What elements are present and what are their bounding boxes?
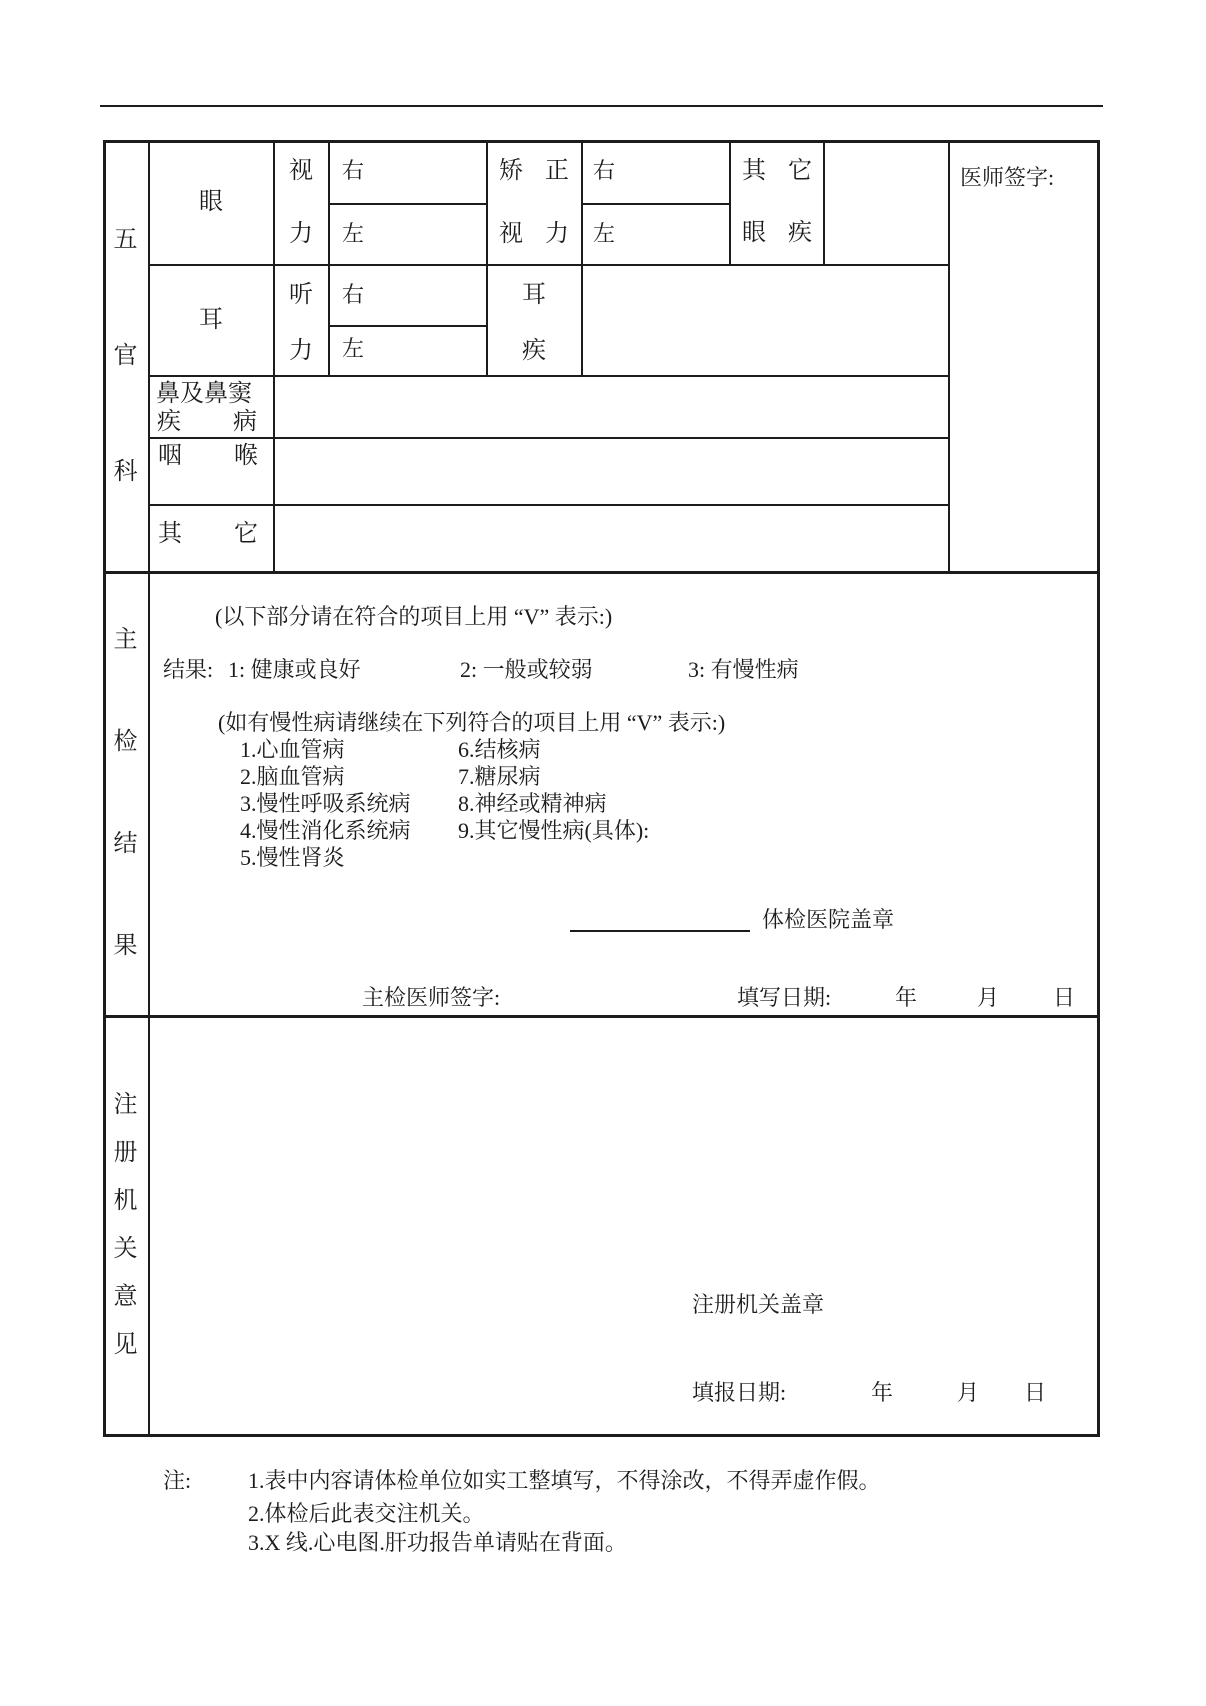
- other-field: [277, 507, 946, 570]
- nose-label-line1: 鼻及鼻窦: [156, 381, 252, 407]
- chronic-item: 7.糖尿病: [458, 764, 541, 789]
- chronic-item: 1.心血管病: [240, 737, 345, 762]
- five-sense-section-label: [103, 140, 148, 571]
- chief-doctor-signature-label: 主检医师签字:: [362, 985, 501, 1010]
- hearing-right-label: 右: [342, 282, 365, 307]
- corrected-left-field: [620, 206, 725, 262]
- other-eye-disease-label-line1: 其 它: [742, 158, 812, 184]
- section-label-char: 注: [113, 1091, 138, 1118]
- section-label-char: 意: [113, 1283, 138, 1310]
- divider: [148, 375, 948, 377]
- section-label-char: 册: [113, 1139, 138, 1166]
- hospital-seal-label: 体检医院盖章: [762, 907, 895, 932]
- fill-date-day-label: 日: [1053, 985, 1076, 1010]
- corrected-vision-label-line1: 矫 正: [499, 158, 569, 184]
- section-divider: [103, 571, 1100, 574]
- divider: [148, 504, 948, 506]
- note-item: 1.表中内容请体检单位如实工整填写，不得涂改，不得弄虚作假。: [248, 1468, 881, 1493]
- ear-disease-label-top: 耳: [522, 282, 546, 308]
- divider: [948, 140, 950, 574]
- hospital-seal-blank-line: [570, 930, 750, 932]
- table-border-bottom: [103, 1434, 1100, 1437]
- registration-seal-label: 注册机关盖章: [692, 1292, 825, 1317]
- throat-row-label: 咽 喉: [158, 443, 258, 469]
- result-option-2: 2: 一般或较弱: [460, 657, 593, 682]
- eye-row-label: 眼: [199, 189, 223, 215]
- section-label-char: 关: [113, 1235, 138, 1262]
- vision-label-bottom: 力: [289, 221, 313, 247]
- hearing-label-bottom: 力: [289, 338, 313, 364]
- vision-left-field: [370, 206, 485, 262]
- divider: [328, 140, 330, 376]
- divider: [823, 140, 825, 265]
- chronic-item: 8.神经或精神病: [458, 791, 607, 816]
- ear-disease-label-bottom: 疾: [522, 338, 546, 364]
- divider: [148, 264, 948, 266]
- nose-label-line2: 疾 病: [157, 409, 257, 435]
- result-option-3: 3: 有慢性病: [688, 657, 799, 682]
- section-label-char: 五: [113, 226, 138, 253]
- chronic-item: 9.其它慢性病(具体):: [458, 818, 650, 843]
- other-eye-disease-label-line2: 眼 疾: [742, 220, 812, 246]
- fill-date-year-label: 年: [895, 985, 918, 1010]
- section-label-char: 果: [113, 933, 138, 959]
- divider: [273, 140, 275, 574]
- divider: [148, 140, 150, 1434]
- divider: [328, 203, 488, 205]
- divider: [581, 203, 731, 205]
- other-eye-disease-field: [827, 143, 946, 262]
- result-option-1: 1: 健康或良好: [228, 657, 361, 682]
- fill-date-month-label: 月: [977, 985, 1000, 1010]
- report-date-year-label: 年: [871, 1380, 894, 1405]
- vision-label-top: 视: [289, 158, 313, 184]
- report-date-month-label: 月: [957, 1380, 980, 1405]
- section-label-char: 主: [113, 627, 138, 653]
- note-item: 2.体检后此表交注机关。: [248, 1501, 485, 1526]
- chronic-item: 5.慢性肾炎: [240, 845, 345, 870]
- vision-right-field: [370, 143, 485, 201]
- chronic-item: 3.慢性呼吸系统病: [240, 791, 411, 816]
- section-label-char: 结: [113, 831, 138, 857]
- exam-result-section-label: [103, 571, 148, 1015]
- vision-right-label: 右: [342, 158, 365, 183]
- ear-disease-field: [585, 268, 945, 373]
- divider: [148, 437, 948, 439]
- result-instruction-1: (以下部分请在符合的项目上用 “V” 表示:): [215, 604, 613, 629]
- result-prefix: 结果:: [163, 657, 214, 682]
- table-border-right: [1097, 140, 1100, 1437]
- divider: [328, 325, 488, 327]
- nose-disease-field: [277, 378, 946, 436]
- result-instruction-2: (如有慢性病请继续在下列符合的项目上用 “V” 表示:): [218, 710, 726, 735]
- doctor-signature-label: 医师签字:: [960, 165, 1055, 190]
- hearing-label-top: 听: [289, 282, 313, 308]
- notes-prefix: 注:: [163, 1468, 192, 1493]
- corrected-vision-label-line2: 视 力: [499, 221, 569, 247]
- doctor-signature-area: [952, 195, 1096, 569]
- report-date-label: 填报日期:: [692, 1380, 787, 1405]
- section-label-char: 检: [113, 729, 138, 755]
- corrected-right-label: 右: [593, 158, 616, 183]
- table-border-top: [103, 140, 1100, 143]
- note-item: 3.X 线.心电图.肝功报告单请贴在背面。: [248, 1530, 627, 1555]
- other-row-label: 其 它: [158, 521, 258, 547]
- registration-section-label: [103, 1015, 148, 1434]
- divider: [581, 140, 583, 376]
- corrected-right-field: [620, 143, 725, 201]
- throat-field: [277, 440, 946, 503]
- ear-row-label: 耳: [199, 307, 223, 333]
- vision-left-label: 左: [342, 221, 365, 246]
- section-label-char: 见: [113, 1331, 138, 1358]
- corrected-left-label: 左: [593, 221, 616, 246]
- chronic-item: 6.结核病: [458, 737, 541, 762]
- page-top-rule: [100, 105, 1103, 107]
- fill-date-label: 填写日期:: [737, 985, 832, 1010]
- divider: [486, 140, 488, 376]
- hearing-left-label: 左: [342, 336, 365, 361]
- section-label-char: 机: [113, 1187, 138, 1214]
- section-label-char: 官: [113, 342, 138, 369]
- registration-opinion-area: [152, 1018, 1096, 1432]
- chronic-item: 4.慢性消化系统病: [240, 818, 411, 843]
- section-label-char: 科: [113, 458, 138, 485]
- report-date-day-label: 日: [1024, 1380, 1047, 1405]
- chronic-item: 2.脑血管病: [240, 764, 345, 789]
